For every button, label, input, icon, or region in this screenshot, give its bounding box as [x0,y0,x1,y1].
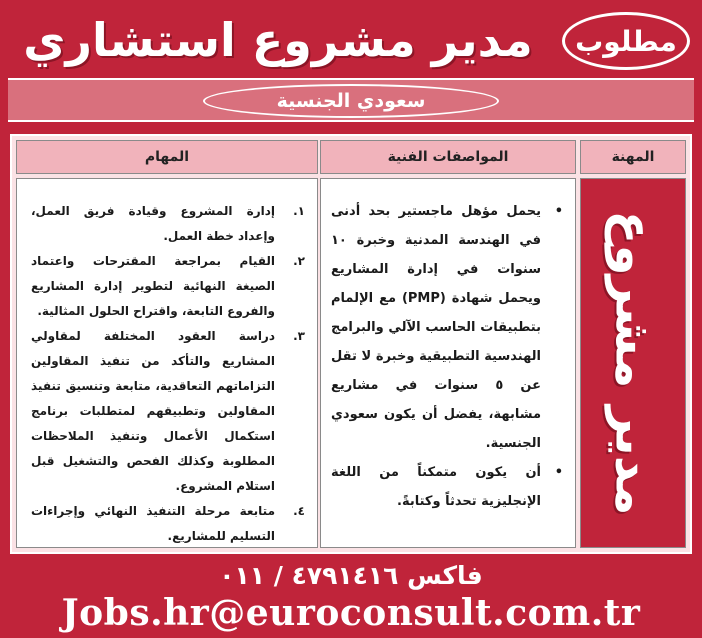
task-item [31,199,305,249]
spec-item [331,197,563,458]
tasks-cell [16,178,318,548]
fax-number: فاكس ٤٧٩١٤١٦ / ٠١١ [219,560,483,590]
task-item [31,324,305,499]
task-text: دراسة العقود المختلفة لمقاولي المشاريع والتأكد من تنفيذ المقاولين التزاماتهم التعاقدية، متابعة وتنسيق تنفيذ المقاولين وتطبيقهم لمتطلبات برنامج استكمال الأعمال وتنفيذ الملاحظات المطلوبة وكذلك الفحص والتشغيل قبل استلام المشروع. [31,329,275,493]
header-tasks: المهام [16,140,318,174]
task-text: القيام بمراجعة المقترحات واعتماد الصيغة النهائية لتطوير إدارة المشاريع والفروع التابعة، واقتراح الحلول المثالية. [31,254,275,318]
spec-text: يحمل مؤهل ماجستير بحد أدنى في الهندسة المدنية وخبرة ١٠ سنوات في إدارة المشاريع ويحمل شهادة (PMP) مع الإلمام بتطبيقات الحاسب الآلي والبرامج الهندسية التطبيقية وخبرة لا تقل عن ٥ سنوات في مشاريع مشابهة، يفضل أن يكون سعودي الجنسية. [331,204,541,451]
task-number: ١. [293,204,305,218]
header-profession: المهنة [580,140,686,174]
job-title: مدير مشروع استشاري [23,13,533,67]
bullet-icon: • [554,204,563,219]
header-specs: المواصفات الفنية [320,140,576,174]
task-number: ٤. [293,504,305,518]
contact-email[interactable]: Jobs.hr@euroconsult.com.tr [61,592,641,634]
nationality-band [8,78,694,122]
wanted-badge: مطلوب [562,12,690,70]
ad-header [6,4,696,76]
job-table [10,134,692,554]
task-item [31,499,305,549]
specs-cell [320,178,576,548]
task-number: ٣. [293,329,305,343]
spec-item [331,458,563,516]
profession-text: مدير مشروع [605,210,663,516]
specs-list [321,179,575,516]
task-text: متابعة مرحلة التنفيذ النهائي وإجراءات التسليم للمشاريع. [31,504,275,543]
task-text: إدارة المشروع وقيادة فريق العمل، وإعداد خطة العمل. [31,204,275,243]
tasks-list [17,179,317,549]
task-number: ٢. [293,254,305,268]
spec-text: أن يكون متمكناً من اللغة الإنجليزية تحدثاً وكتابةً. [331,465,541,509]
bullet-icon: • [554,465,563,480]
task-item [31,249,305,324]
profession-cell [580,178,686,548]
nationality-label: سعودي الجنسية [203,84,499,118]
